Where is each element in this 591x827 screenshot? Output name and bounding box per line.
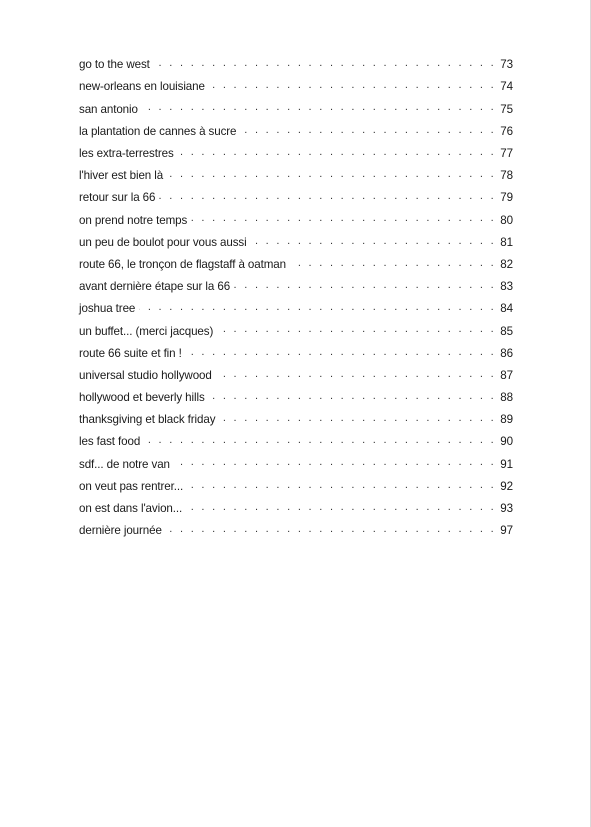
- toc-entry-page-number: 82: [500, 257, 513, 271]
- toc-entry[interactable]: [79, 431, 513, 453]
- toc-entry-page-number: 97: [500, 524, 513, 538]
- toc-entry[interactable]: [79, 476, 513, 498]
- toc-entry-page-number: 91: [500, 457, 513, 471]
- dot-leader: [186, 503, 496, 515]
- toc-entry[interactable]: [79, 98, 513, 120]
- dot-leader: [217, 325, 496, 337]
- dot-leader: [167, 170, 496, 182]
- toc-entry[interactable]: [79, 498, 513, 520]
- toc-entry-title: les extra-terrestres: [79, 147, 174, 161]
- toc-entry[interactable]: [79, 276, 513, 298]
- toc-entry[interactable]: [79, 387, 513, 409]
- dot-leader: [251, 237, 496, 249]
- toc-entry-page-number: 92: [500, 479, 513, 493]
- toc-entry-title: les fast food: [79, 435, 141, 449]
- toc-entry[interactable]: [79, 298, 513, 320]
- dot-leader: [154, 59, 496, 71]
- dot-leader: [178, 148, 496, 160]
- toc-entry[interactable]: [79, 254, 513, 276]
- toc-entry-page-number: 89: [500, 413, 513, 427]
- toc-entry[interactable]: [79, 453, 513, 475]
- toc-entry-page-number: 76: [500, 124, 513, 138]
- dot-leader: [186, 348, 496, 360]
- dot-leader: [142, 103, 496, 115]
- dot-leader: [191, 214, 496, 226]
- dot-leader: [144, 436, 496, 448]
- toc-entry-page-number: 88: [500, 391, 513, 405]
- dot-leader: [219, 414, 496, 426]
- toc-entry-title: un peu de boulot pour vous aussi: [79, 235, 247, 249]
- toc-entry-title: on prend notre temps: [79, 213, 188, 227]
- dot-leader: [240, 126, 496, 138]
- dot-leader: [139, 303, 496, 315]
- dot-leader: [174, 458, 496, 470]
- toc-entry-title: route 66 suite et fin !: [79, 346, 182, 360]
- toc-entry-title: la plantation de cannes à sucre: [79, 124, 237, 138]
- toc-entry-title: un buffet... (merci jacques): [79, 324, 214, 338]
- toc-entry[interactable]: [79, 320, 513, 342]
- toc-entry-page-number: 74: [500, 80, 513, 94]
- toc-entry-page-number: 78: [500, 169, 513, 183]
- toc-entry-title: sdf... de notre van: [79, 457, 170, 471]
- toc-entry-title: san antonio: [79, 102, 138, 116]
- toc-entry-title: avant dernière étape sur la 66: [79, 280, 231, 294]
- toc-entry-title: route 66, le tronçon de flagstaff à oatman: [79, 257, 286, 271]
- toc-entry-title: retour sur la 66: [79, 191, 156, 205]
- dot-leader: [166, 525, 496, 537]
- toc-entry-title: on est dans l'avion...: [79, 502, 183, 516]
- toc-entry-title: go to the west: [79, 58, 150, 72]
- toc-entry-page-number: 85: [500, 324, 513, 338]
- dot-leader: [290, 259, 496, 271]
- toc-entry[interactable]: [79, 232, 513, 254]
- toc-entry-page-number: 90: [500, 435, 513, 449]
- dot-leader: [187, 481, 496, 493]
- toc-entry[interactable]: [79, 365, 513, 387]
- toc-entry-page-number: 81: [500, 235, 513, 249]
- toc-entry-page-number: 75: [500, 102, 513, 116]
- toc-entry-page-number: 80: [500, 213, 513, 227]
- toc-entry-page-number: 93: [500, 502, 513, 516]
- dot-leader: [216, 370, 496, 382]
- table-of-contents: [79, 54, 513, 542]
- dot-leader: [159, 192, 496, 204]
- toc-entry[interactable]: [79, 54, 513, 76]
- toc-entry-page-number: 77: [500, 147, 513, 161]
- toc-entry-page-number: 87: [500, 368, 513, 382]
- toc-entry[interactable]: [79, 121, 513, 143]
- toc-entry[interactable]: [79, 209, 513, 231]
- dot-leader: [234, 281, 496, 293]
- toc-entry-title: l'hiver est bien là: [79, 169, 164, 183]
- toc-entry-title: dernière journée: [79, 524, 162, 538]
- toc-entry-page-number: 79: [500, 191, 513, 205]
- toc-entry-title: universal studio hollywood: [79, 368, 212, 382]
- toc-entry[interactable]: [79, 409, 513, 431]
- toc-entry-title: hollywood et beverly hills: [79, 391, 205, 405]
- toc-entry-page-number: 73: [500, 58, 513, 72]
- toc-entry-page-number: 83: [500, 280, 513, 294]
- dot-leader: [209, 81, 496, 93]
- toc-entry-title: thanksgiving et black friday: [79, 413, 216, 427]
- dot-leader: [209, 392, 496, 404]
- toc-entry[interactable]: [79, 165, 513, 187]
- toc-entry[interactable]: [79, 76, 513, 98]
- toc-entry[interactable]: [79, 143, 513, 165]
- toc-entry-title: new-orleans en louisiane: [79, 80, 205, 94]
- toc-entry-page-number: 86: [500, 346, 513, 360]
- toc-entry[interactable]: [79, 342, 513, 364]
- toc-entry[interactable]: [79, 520, 513, 542]
- toc-entry-title: joshua tree: [79, 302, 136, 316]
- toc-entry-title: on veut pas rentrer...: [79, 479, 184, 493]
- toc-entry[interactable]: [79, 187, 513, 209]
- toc-entry-page-number: 84: [500, 302, 513, 316]
